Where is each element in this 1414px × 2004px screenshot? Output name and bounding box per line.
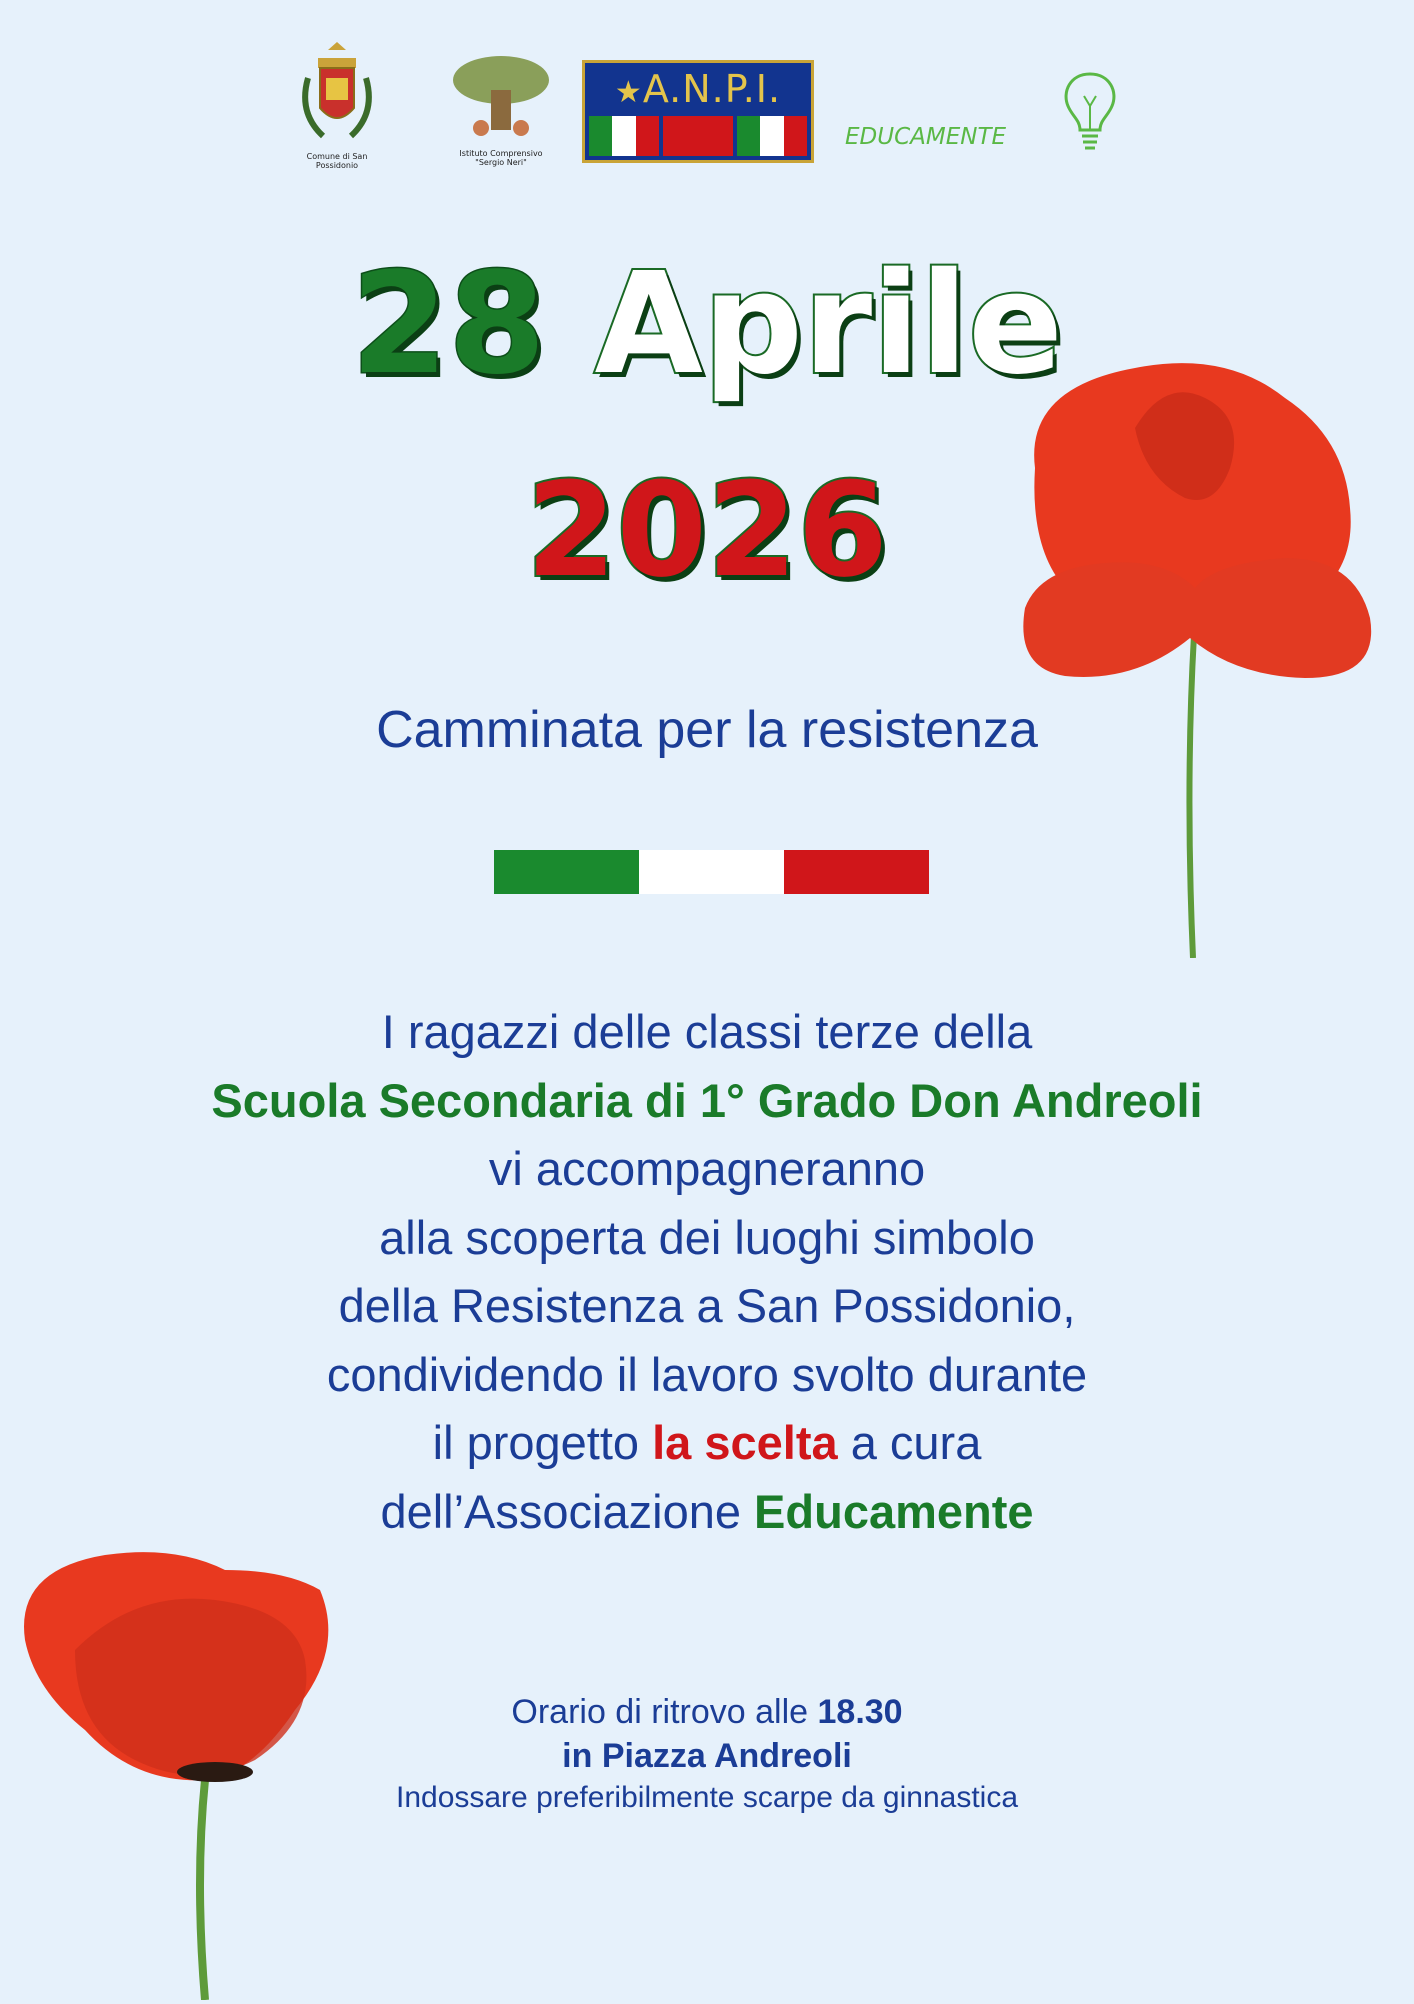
logo-istituto bbox=[446, 50, 556, 180]
italian-flag-bar bbox=[494, 850, 929, 894]
body-line-7-pre: il progetto bbox=[432, 1416, 653, 1469]
footer-info bbox=[0, 1690, 1414, 1818]
anpi-text: ★A.N.P.I. bbox=[614, 67, 782, 111]
subtitle: Camminata per la resistenza bbox=[376, 701, 1038, 759]
body-text bbox=[0, 998, 1414, 1546]
comune-caption: Comune di San Possidonio bbox=[306, 152, 368, 170]
istituto-caption-line2: "Sergio Neri" bbox=[475, 158, 527, 167]
meeting-pre: Orario di ritrovo alle bbox=[511, 1693, 818, 1731]
body-line-4: alla scoperta dei luoghi simbolo bbox=[379, 1210, 1035, 1264]
poppy-flower-top bbox=[985, 358, 1385, 958]
body-line-5: della Resistenza a San Possidonio, bbox=[338, 1279, 1076, 1332]
title-month: Aprile bbox=[594, 243, 1064, 406]
shoes-note: Indossare preferibilmente scarpe da ginnastica bbox=[395, 1781, 1019, 1814]
anpi-flags bbox=[589, 116, 807, 156]
body-line-8-pre: dell’Associazione bbox=[380, 1484, 755, 1538]
logo-comune bbox=[288, 38, 386, 178]
body-line-6: condividendo il lavoro svolto durante bbox=[326, 1347, 1088, 1401]
body-line-7 bbox=[0, 1409, 1414, 1478]
project-name: la scelta bbox=[652, 1416, 838, 1469]
istituto-caption-line1: Istituto Comprensivo bbox=[459, 149, 543, 158]
body-line-8 bbox=[0, 1478, 1414, 1547]
educamente-logo: EDUCAMENTE bbox=[845, 124, 1007, 150]
meeting-time: 18.30 bbox=[817, 1693, 903, 1731]
body-line-7-post: a cura bbox=[837, 1416, 982, 1469]
title-year: 2026 bbox=[526, 454, 888, 606]
school-name: Scuola Secondaria di 1° Grado Don Andreoli bbox=[211, 1073, 1203, 1127]
body-line-1: I ragazzi delle classi terze della bbox=[381, 1005, 1033, 1058]
meeting-place: in Piazza Andreoli bbox=[562, 1737, 852, 1775]
logo-anpi bbox=[582, 60, 814, 163]
body-line-3: vi accompagneranno bbox=[488, 1142, 926, 1195]
bulb-icon bbox=[1050, 66, 1130, 160]
meeting-time-line bbox=[0, 1690, 1414, 1734]
title-day: 28 bbox=[350, 243, 546, 406]
title-date bbox=[0, 245, 1414, 405]
association-name: Educamente bbox=[754, 1484, 1034, 1538]
